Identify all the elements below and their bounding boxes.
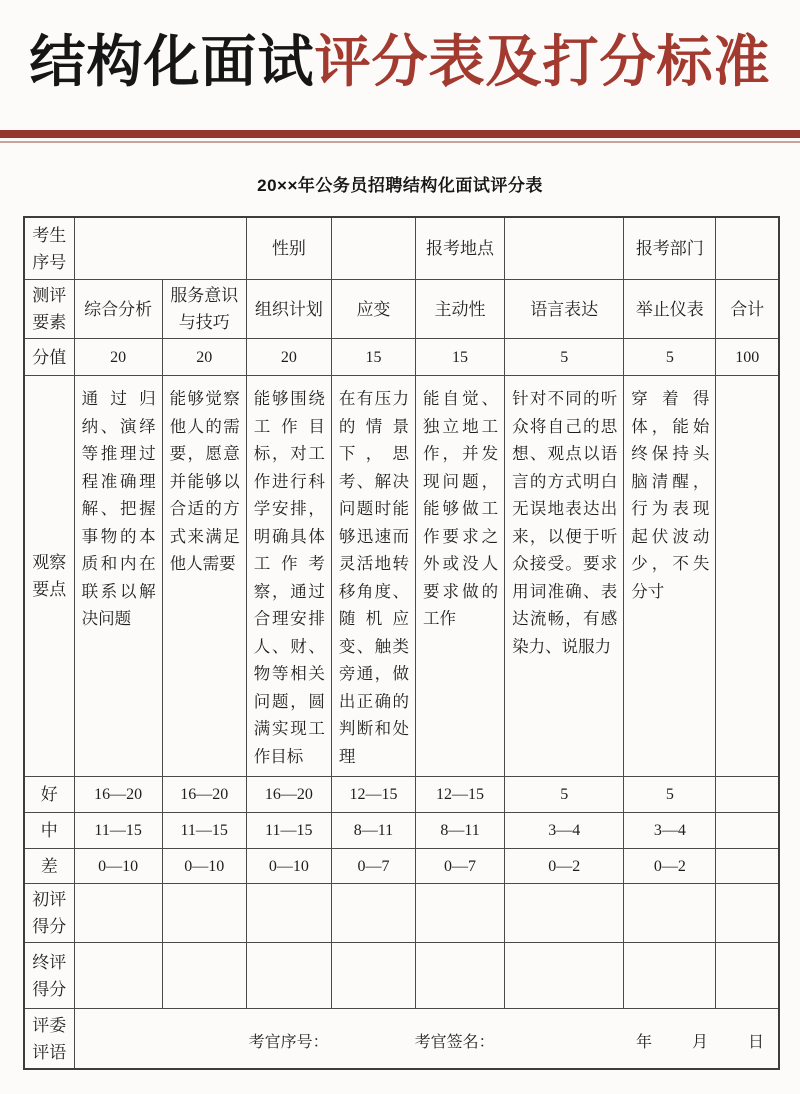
- candidate-no-label: 考生序号: [24, 217, 74, 280]
- points-cell: 15: [416, 339, 505, 376]
- observation-cell: 能自觉、独立地工作，并发现问题，能够做工作要求之外或没人要求做的工作: [416, 376, 505, 777]
- candidate-no-value-cell: [74, 217, 246, 280]
- initial-score-cell: [624, 884, 716, 943]
- final-score-cell: [416, 943, 505, 1009]
- grade-cell: 0—7: [416, 849, 505, 884]
- grade-cell: 16—20: [74, 777, 162, 813]
- remarks-content-cell: [74, 1009, 779, 1069]
- remarks-signature-line: [75, 1029, 778, 1068]
- factor-cell: 组织计划: [246, 280, 331, 339]
- initial-score-label: 初评得分: [24, 884, 74, 943]
- points-cell: 5: [624, 339, 716, 376]
- page-title-black: 结构化面试: [29, 32, 315, 94]
- points-cell: 20: [246, 339, 331, 376]
- final-score-cell: [162, 943, 246, 1009]
- factor-cell: 语言表达: [505, 280, 624, 339]
- observation-cell: 能够觉察他人的需要，愿意并能够以合适的方式来满足他人需要: [162, 376, 246, 777]
- gender-label: 性别: [246, 217, 331, 280]
- grade-cell: 0—7: [331, 849, 415, 884]
- final-score-cell: [246, 943, 331, 1009]
- initial-score-cell: [162, 884, 246, 943]
- points-row-label: 分值: [24, 339, 74, 376]
- grade-row-poor: [24, 849, 779, 884]
- factor-cell: 主动性: [416, 280, 505, 339]
- points-cell: 5: [505, 339, 624, 376]
- factors-row-label: 测评要素: [24, 280, 74, 339]
- grade-cell: 12—15: [416, 777, 505, 813]
- grade-row-good: [24, 777, 779, 813]
- observation-total-cell: [716, 376, 779, 777]
- grade-cell: 0—10: [246, 849, 331, 884]
- points-row: [24, 339, 779, 376]
- observation-row-label: 观察要点: [24, 376, 74, 777]
- grade-row-medium: [24, 813, 779, 849]
- date-year-label: 年: [635, 1033, 652, 1051]
- points-cell: 20: [74, 339, 162, 376]
- final-score-cell: [624, 943, 716, 1009]
- observation-cell: 通过归纳、演绎等推理过程准确理解、把握事物的本质和内在联系以解决问题: [74, 376, 162, 777]
- info-row: [24, 217, 779, 280]
- grade-cell: 16—20: [246, 777, 331, 813]
- department-value-cell: [716, 217, 779, 280]
- grade-cell: 3—4: [624, 813, 716, 849]
- grade-row-label: 好: [24, 777, 74, 813]
- factor-cell: 举止仪表: [624, 280, 716, 339]
- grade-cell: 12—15: [331, 777, 415, 813]
- remarks-row: [24, 1009, 779, 1069]
- grade-cell: 3—4: [505, 813, 624, 849]
- initial-score-row: [24, 884, 779, 943]
- final-score-cell: [331, 943, 415, 1009]
- grade-cell: 8—11: [331, 813, 415, 849]
- observation-cell: 在有压力的情景下，思考、解决问题时能够迅速而灵活地转移角度、随机应变、触类旁通，做出正确的判断和处理: [331, 376, 415, 777]
- final-score-label: 终评得分: [24, 943, 74, 1009]
- factor-total-label: 合计: [716, 280, 779, 339]
- points-cell: 15: [331, 339, 415, 376]
- grade-cell: [716, 813, 779, 849]
- department-label: 报考部门: [624, 217, 716, 280]
- final-score-cell: [716, 943, 779, 1009]
- observation-cell: 能够围绕工作目标，对工作进行科学安排，明确具体工作考察，通过合理安排人、财、物等相关问题，圆满实现工作目标: [246, 376, 331, 777]
- initial-score-cell: [331, 884, 415, 943]
- grade-cell: 11—15: [162, 813, 246, 849]
- grade-cell: 5: [505, 777, 624, 813]
- examiner-no-label: 考官序号：: [248, 1033, 329, 1051]
- factor-cell: 综合分析: [74, 280, 162, 339]
- final-score-cell: [505, 943, 624, 1009]
- grade-cell: 0—10: [162, 849, 246, 884]
- grade-cell: 0—2: [624, 849, 716, 884]
- date-line: [636, 1029, 772, 1056]
- grade-cell: [716, 849, 779, 884]
- grade-cell: 8—11: [416, 813, 505, 849]
- grade-cell: [716, 777, 779, 813]
- divider-thin-red: [0, 141, 800, 143]
- initial-score-cell: [74, 884, 162, 943]
- initial-score-cell: [416, 884, 505, 943]
- grade-cell: 11—15: [74, 813, 162, 849]
- observation-row: [24, 376, 779, 777]
- grade-row-label: 差: [24, 849, 74, 884]
- grade-cell: 16—20: [162, 777, 246, 813]
- factor-cell: 服务意识与技巧: [162, 280, 246, 339]
- observation-cell: 针对不同的听众将自己的思想、观点以语言的方式明白无误地表达出来，以便于听众接受。要求用词准确、表达流畅，有感染力、说服力: [505, 376, 624, 777]
- factors-row: [24, 280, 779, 339]
- table-caption: 20××年公务员招聘结构化面试评分表: [257, 175, 543, 195]
- grade-cell: 0—2: [505, 849, 624, 884]
- grade-cell: 5: [624, 777, 716, 813]
- observation-cell: 穿着得体，能始终保持头脑清醒，行为表现起伏波动少，不失分寸: [624, 376, 716, 777]
- initial-score-cell: [716, 884, 779, 943]
- location-label: 报考地点: [416, 217, 505, 280]
- page-title: [0, 27, 800, 100]
- divider-thick-red: [0, 130, 800, 138]
- date-month-label: 月: [691, 1033, 708, 1051]
- interview-score-table: [23, 216, 780, 1070]
- factor-cell: 应变: [331, 280, 415, 339]
- location-value-cell: [505, 217, 624, 280]
- points-cell: 20: [162, 339, 246, 376]
- examiner-sign-label: 考官签名：: [414, 1033, 495, 1051]
- grade-cell: 0—10: [74, 849, 162, 884]
- grade-row-label: 中: [24, 813, 74, 849]
- date-day-label: 日: [747, 1033, 764, 1051]
- points-total-cell: 100: [716, 339, 779, 376]
- gender-value-cell: [331, 217, 415, 280]
- page-title-red: 评分表及打分标准: [314, 32, 771, 94]
- remarks-label: 评委评语: [24, 1009, 74, 1069]
- initial-score-cell: [505, 884, 624, 943]
- initial-score-cell: [246, 884, 331, 943]
- final-score-row: [24, 943, 779, 1009]
- grade-cell: 11—15: [246, 813, 331, 849]
- final-score-cell: [74, 943, 162, 1009]
